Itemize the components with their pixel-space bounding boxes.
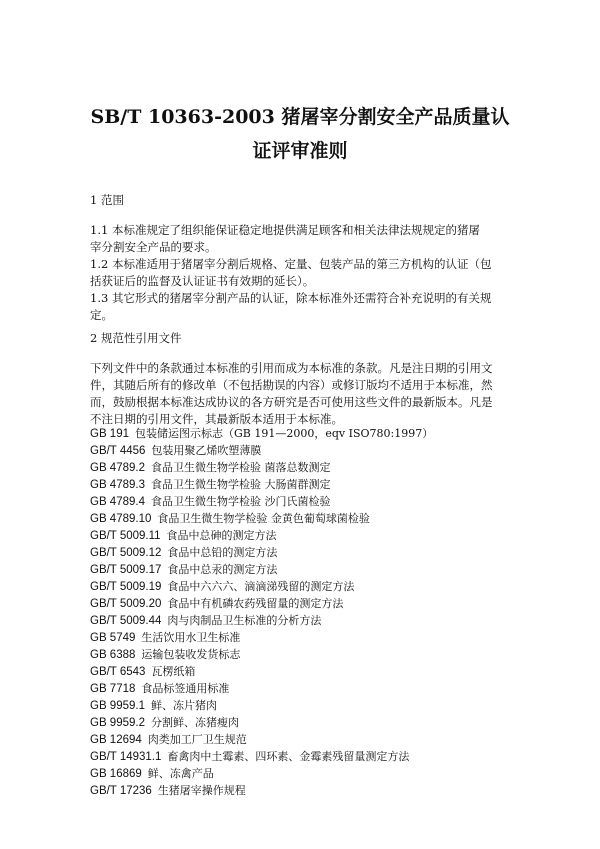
reference-code: GB/T 5009.20: [90, 598, 162, 610]
reference-title: 食品标签通用标准: [141, 682, 230, 695]
reference-code: GB 5749: [90, 632, 136, 644]
reference-title: 瓦楞纸箱: [151, 665, 196, 678]
reference-item: [90, 510, 530, 527]
reference-code: GB 7718: [90, 683, 136, 695]
reference-title: 食品卫生微生物学检验 菌落总数测定: [150, 461, 331, 474]
reference-title: 食品中总铅的测定方法: [167, 546, 278, 559]
reference-code: GB/T 6543: [90, 666, 146, 678]
reference-item: [90, 442, 530, 459]
reference-item: [90, 459, 530, 476]
section-2-intro-line: 件，其随后所有的修改单（不包括勘误的内容）或修订版均不适用于本标准，然: [90, 378, 493, 392]
reference-title: 肉类加工厂卫生规范: [147, 733, 247, 746]
reference-code: GB 191: [90, 428, 129, 440]
reference-code: GB/T 5009.12: [90, 547, 162, 559]
reference-code: GB/T 5009.19: [90, 581, 162, 593]
reference-title: 包装用聚乙烯吹塑薄膜: [151, 444, 262, 457]
reference-title: 食品卫生微生物学检验 金黄色葡萄球菌检验: [157, 512, 370, 525]
reference-code: GB/T 17236: [90, 785, 152, 797]
reference-title: 运输包装收发货标志: [141, 648, 241, 661]
reference-item: [90, 714, 530, 731]
reference-item: [90, 765, 530, 782]
reference-item: [90, 561, 530, 578]
reference-item: [90, 476, 530, 493]
reference-item: [90, 782, 530, 799]
reference-code: GB 4789.4: [90, 496, 145, 508]
reference-item: [90, 612, 530, 629]
reference-code: GB 16869: [90, 768, 142, 780]
reference-code: GB/T 5009.11: [90, 530, 161, 542]
reference-title: 生猪屠宰操作规程: [157, 784, 246, 797]
reference-title: 食品中总砷的测定方法: [166, 529, 277, 542]
reference-code: GB/T 4456: [90, 445, 146, 457]
section-2-intro-line: 不注日期的引用文件，其最新版本适用于本标准。: [90, 412, 343, 426]
title-line-2: 证评审准则: [252, 140, 348, 162]
reference-code: GB 9959.1: [90, 700, 145, 712]
reference-code: GB 6388: [90, 649, 136, 661]
reference-title: 食品中总汞的测定方法: [167, 563, 278, 576]
reference-code: GB 9959.2: [90, 717, 145, 729]
reference-code: GB 4789.10: [90, 513, 152, 525]
section-2-intro-line: 下列文件中的条款通过本标准的引用而成为本标准的条款。凡是注日期的引用文: [90, 361, 493, 375]
reference-item: [90, 527, 530, 544]
section-2-heading: 2 规范性引用文件: [90, 331, 182, 345]
document-title: [60, 100, 540, 168]
section-2-intro: [90, 360, 530, 428]
reference-item: [90, 663, 530, 680]
section-1-line: 定。: [90, 308, 113, 322]
reference-code: GB/T 5009.44: [90, 615, 162, 627]
reference-item: [90, 680, 530, 697]
reference-item: [90, 493, 530, 510]
reference-title: 鲜、冻片猪肉: [150, 699, 217, 712]
reference-title: 食品卫生微生物学检验 沙门氏菌检验: [150, 495, 331, 508]
reference-code: GB 4789.2: [90, 462, 145, 474]
reference-item: [90, 544, 530, 561]
section-1-line: 括获证后的监督及认证证书有效期的延长）。: [90, 274, 315, 288]
reference-item: [90, 595, 530, 612]
reference-title: 鲜、冻禽产品: [147, 767, 214, 780]
reference-title: 畜禽肉中土霉素、四环素、金霉素残留量测定方法: [167, 750, 410, 763]
reference-title: 包装储运图示标志（GB 191—2000，eqv ISO780:1997）: [135, 427, 434, 440]
reference-title: 食品卫生微生物学检验 大肠菌群测定: [150, 478, 331, 491]
reference-item: [90, 748, 530, 765]
reference-title: 食品中有机磷农药残留量的测定方法: [167, 597, 344, 610]
section-1-body: [90, 222, 530, 324]
reference-code: GB 12694: [90, 734, 142, 746]
section-1-line: 1.1 本标准规定了组织能保证稳定地提供满足顾客和相关法律法规规定的猪屠: [90, 223, 480, 237]
reference-code: GB/T 5009.17: [90, 564, 162, 576]
reference-item: [90, 629, 530, 646]
section-2-intro-line: 而，鼓励根据本标准达成协议的各方研究是否可使用这些文件的最新版本。凡是: [90, 395, 493, 409]
reference-title: 分割鲜、冻猪瘦肉: [150, 716, 239, 729]
section-1-line: 1.2 本标准适用于猪屠宰分割后规格、定量、包装产品的第三方机构的认证（包: [90, 257, 492, 271]
reference-title: 生活饮用水卫生标准: [141, 631, 241, 644]
section-1-heading: 1 范围: [90, 193, 124, 207]
section-1-line: 宰分割安全产品的要求。: [90, 240, 217, 254]
reference-item: [90, 425, 530, 442]
section-1-line: 1.3 其它形式的猪屠宰分割产品的认证，除本标准外还需符合补充说明的有关规: [90, 291, 492, 305]
reference-item: [90, 578, 530, 595]
reference-list: [90, 425, 530, 799]
title-line-1: SB/T 10363-2003 猪屠宰分割安全产品质量认: [90, 106, 510, 128]
reference-item: [90, 697, 530, 714]
reference-code: GB 4789.3: [90, 479, 145, 491]
reference-item: [90, 646, 530, 663]
reference-title: 食品中六六六、滴滴涕残留的测定方法: [167, 580, 355, 593]
reference-item: [90, 731, 530, 748]
reference-code: GB/T 14931.1: [90, 751, 162, 763]
reference-title: 肉与肉制品卫生标准的分析方法: [167, 614, 322, 627]
